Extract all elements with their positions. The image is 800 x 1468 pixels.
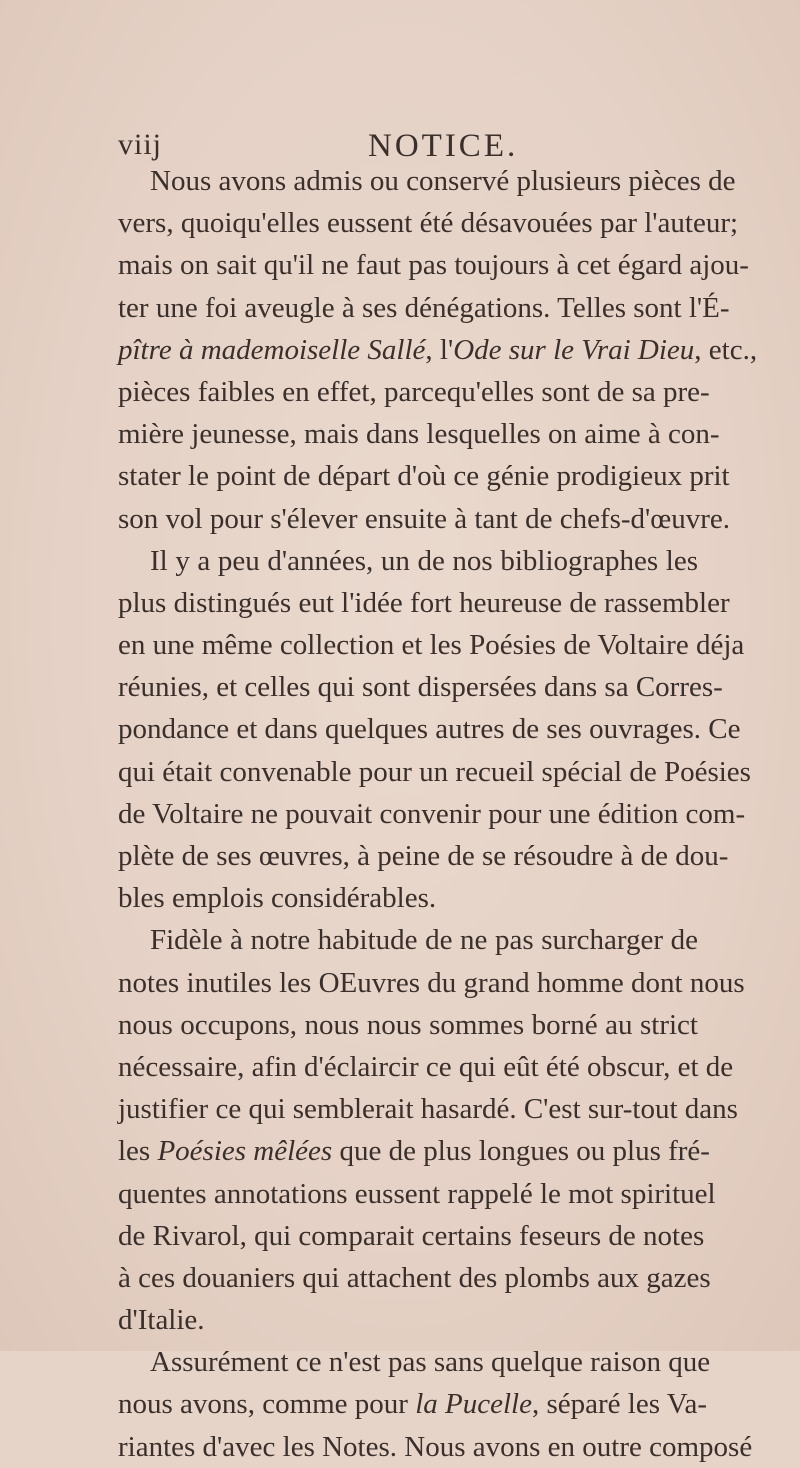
text-line: qui était convenable pour un recueil spécial de Poésies <box>118 755 751 788</box>
text-line-with-italics <box>118 329 758 371</box>
text-line: mière jeunesse, mais dans lesquelles on aime à con- <box>118 418 720 451</box>
text-line: de Voltaire ne pouvait convenir pour une édition com- <box>118 797 746 830</box>
text-line: nécessaire, afin d'éclaircir ce qui eût été obscur, et de <box>118 1050 734 1083</box>
text-line: plète de ses œuvres, à peine de se résoudre à de dou- <box>118 840 729 872</box>
text-line: bles emplois considérables. <box>118 882 437 915</box>
text-fragment: , séparé les Va- <box>531 1388 707 1421</box>
text-line: quentes annotations eussent rappelé le mot spirituel <box>118 1177 716 1210</box>
text-line: à ces douaniers qui attachent des plombs aux gazes <box>118 1261 711 1294</box>
text-line: nous occupons, nous nous sommes borné au strict <box>118 1008 698 1041</box>
italic-title: la Pucelle <box>415 1388 532 1421</box>
text-line: pondance et dans quelques autres de ses ouvrages. Ce <box>118 713 741 746</box>
text-line: d'Italie. <box>118 1304 205 1337</box>
text-line: en une même collection et les Poésies de Voltaire déja <box>118 629 745 662</box>
text-fragment: nous avons, comme pour <box>118 1388 416 1421</box>
text-fragment: , etc., <box>694 333 758 366</box>
text-line: vers, quoiqu'elles eussent été désavouées par l'auteur; <box>118 207 739 240</box>
running-title: NOTICE. <box>368 128 519 164</box>
text-fragment: les <box>118 1135 158 1168</box>
text-line: riantes d'avec les Notes. Nous avons en outre composé <box>118 1430 753 1463</box>
text-line: de Rivarol, qui comparait certains feseurs de notes <box>118 1219 705 1252</box>
text-line: plus distingués eut l'idée fort heureuse de rassembler <box>118 586 730 619</box>
text-line: notes inutiles les OEuvres du grand homme dont nous <box>118 966 745 999</box>
text-line: Fidèle à notre habitude de ne pas surcharger de <box>150 924 698 957</box>
italic-title: pître à mademoiselle Sallé <box>118 333 426 366</box>
text-fragment: , l' <box>425 333 454 366</box>
text-fragment: que de plus longues ou plus fré- <box>332 1135 710 1168</box>
text-line: stater le point de départ d'où ce génie prodigieux prit <box>118 460 730 493</box>
italic-title: Poésies mêlées <box>157 1135 333 1168</box>
body-text <box>118 160 758 1468</box>
text-line: ter une foi aveugle à ses dénégations. Telles sont l'É- <box>118 291 730 324</box>
text-line-with-italics <box>118 1383 707 1425</box>
text-line-with-italics <box>118 1130 710 1172</box>
text-line: Nous avons admis ou conservé plusieurs pièces de <box>150 165 736 197</box>
text-line: pièces faibles en effet, parcequ'elles sont de sa pre- <box>118 375 710 408</box>
text-line: justifier ce qui semblerait hasardé. C'est sur-tout dans <box>118 1093 738 1126</box>
text-line: mais on sait qu'il ne faut pas toujours à cet égard ajou- <box>118 249 749 282</box>
text-line: réunies, et celles qui sont dispersées dans sa Corres- <box>118 671 723 704</box>
text-line: Il y a peu d'années, un de nos bibliographes les <box>150 544 698 577</box>
text-line: Assurément ce n'est pas sans quelque raison que <box>150 1346 711 1379</box>
page-number: viij <box>118 128 163 161</box>
text-line: son vol pour s'élever ensuite à tant de chefs-d'œuvre. <box>118 502 731 535</box>
italic-title: Ode sur le Vrai Dieu <box>453 333 695 366</box>
